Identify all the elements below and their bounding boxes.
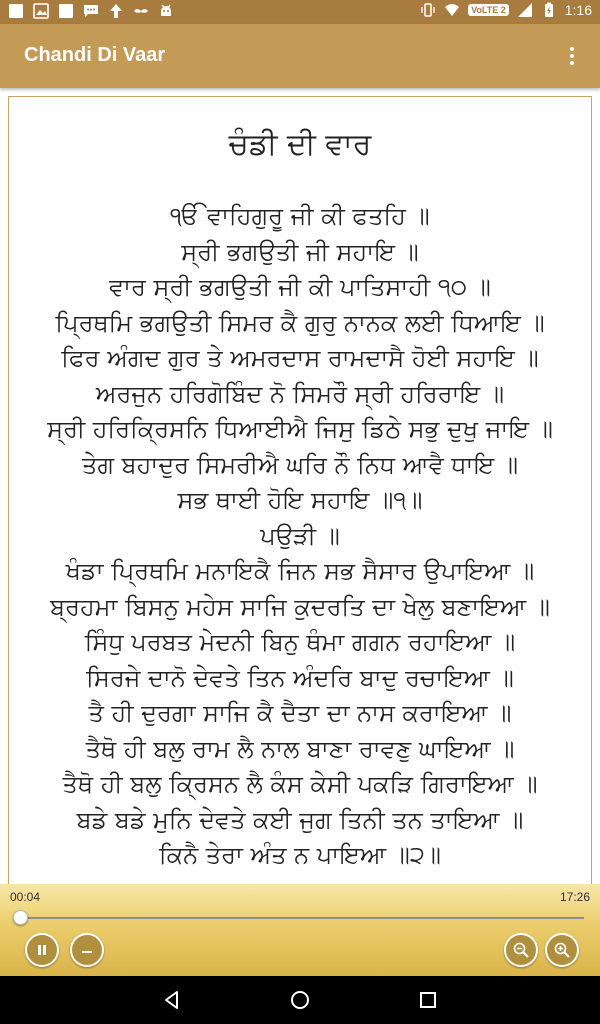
verse-line: ਤੈਥੋ ਹੀ ਬਲੁ ਕ੍ਰਿਸਨ ਲੈ ਕੰਸ ਕੇਸੀ ਪਕੜਿ ਗਿਰਾਇਆ ॥: [62, 770, 538, 798]
verse-line: ਬ੍ਰਹਮਾ ਬਿਸਨੁ ਮਹੇਸ ਸਾਜਿ ਕੁਦਰਤਿ ਦਾ ਖੇਲੁ ਬਣਾਇਆ ॥: [50, 592, 550, 621]
notification-square-icon: [8, 3, 24, 19]
verse-line: ਫਿਰ ਅੰਗਦ ਗੁਰ ਤੇ ਅਮਰਦਾਸ ਰਾਮਦਾਸੈ ਹੋਈ ਸਹਾਇ ॥: [61, 344, 539, 372]
recent-apps-button[interactable]: [416, 988, 440, 1012]
pause-button[interactable]: [25, 933, 59, 967]
more-vert-dot: [570, 54, 574, 58]
vibrate-icon: [420, 2, 436, 18]
overflow-menu-button[interactable]: [560, 44, 584, 68]
back-button[interactable]: [160, 988, 184, 1012]
verse-line: ਵਾਰ ਸ੍ਰੀ ਭਗਉਤੀ ਜੀ ਕੀ ਪਾਤਿਸਾਹੀ ੧੦ ॥: [109, 273, 491, 301]
image-notification-icon: [33, 3, 49, 19]
verse-line: ਖੰਡਾ ਪ੍ਰਿਥਮਿ ਮਨਾਇਕੈ ਜਿਨ ਸਭ ਸੈਸਾਰ ਉਪਾਇਆ ॥: [65, 557, 535, 585]
seek-bar[interactable]: [18, 917, 584, 919]
zoom-in-icon: [553, 941, 571, 959]
status-time: 1:16: [564, 2, 592, 18]
verse-line: ਸਿਰਜੇ ਦਾਨੋ ਦੇਵਤੇ ਤਿਨ ਅੰਦਰਿ ਬਾਦੁ ਰਚਾਇਆ ॥: [86, 663, 514, 692]
verse-line: ਤੇਗ ਬਹਾਦੁਰ ਸਿਮਰੀਐ ਘਰਿ ਨੌ ਨਿਧ ਆਵੈ ਧਾਇ ॥: [81, 450, 519, 479]
pause-icon: [34, 942, 50, 958]
current-time: 00:04: [10, 890, 41, 904]
notification-icons: [8, 3, 174, 19]
verse-line: ਪਉੜੀ ॥: [260, 521, 340, 550]
verse-line: ਪ੍ਰਿਥਮਿ ਭਗਉਤੀ ਸਿਮਰ ਕੈ ਗੁਰੁ ਨਾਨਕ ਲਈ ਧਿਆਇ ॥: [55, 308, 545, 337]
android-icon: [158, 3, 174, 19]
zoom-out-icon: [512, 941, 530, 959]
verse-line: ਕਿਨੈ ਤੇਰਾ ਅੰਤ ਨ ਪਾਇਆ ॥੨॥: [159, 841, 441, 869]
upload-icon: [108, 3, 124, 19]
signal-icon: [517, 2, 533, 18]
app-title: Chandi Di Vaar: [24, 44, 166, 66]
gurbani-content[interactable]: [8, 96, 592, 886]
zoom-out-button[interactable]: [504, 933, 538, 967]
system-nav-bar: [0, 976, 600, 1024]
verse-line: ਅਰਜੁਨ ਹਰਿਗੋਬਿੰਦ ਨੋ ਸਿਮਰੌ ਸ੍ਰੀ ਹਰਿਰਾਇ ॥: [95, 379, 505, 408]
zoom-in-button[interactable]: [545, 933, 579, 967]
verse-line: ਤੈ ਹੀ ਦੁਰਗਾ ਸਾਜਿ ਕੈ ਦੈਤਾ ਦਾ ਨਾਸ ਕਰਾਇਆ ॥: [88, 699, 512, 727]
wifi-icon: [444, 2, 460, 18]
battery-charging-icon: [541, 2, 557, 18]
more-vert-icon: [570, 47, 574, 51]
notification-square-icon-2: [58, 3, 74, 19]
verse-line: ਸ੍ਰੀ ਭਗਉਤੀ ਜੀ ਸਹਾਇ ॥: [181, 237, 419, 266]
verse-line: ਬਡੇ ਬਡੇ ਮੁਨਿ ਦੇਵਤੇ ਕਈ ਜੁਗ ਤਿਨੀ ਤਨ ਤਾਇਆ ॥: [76, 805, 524, 834]
message-icon: [83, 3, 99, 19]
mustache-icon: [133, 3, 149, 19]
seek-thumb[interactable]: [13, 910, 28, 925]
verse-line: ੴ ਵਾਹਿਗੁਰੂ ਜੀ ਕੀ ਫਤਹਿ ॥: [170, 202, 430, 230]
total-time: 17:26: [559, 890, 590, 904]
verse-line: ਸਿੰਧੁ ਪਰਬਤ ਮੇਦਨੀ ਬਿਨੁ ਥੰਮਾ ਗਗਨ ਰਹਾਇਆ ॥: [84, 628, 516, 656]
home-button[interactable]: [288, 988, 312, 1012]
page-title: ਚੰਡੀ ਦੀ ਵਾਰ: [228, 127, 372, 162]
verse-line: ਸਭ ਥਾਈ ਹੋਇ ਸਹਾਇ ॥੧॥: [177, 486, 423, 514]
verse-list: [9, 199, 591, 874]
status-bar: [0, 0, 600, 24]
verse-line: ਤੈਥੋ ਹੀ ਬਲੁ ਰਾਮ ਲੈ ਨਾਲ ਬਾਣਾ ਰਾਵਣੁ ਘਾਇਆ ॥: [85, 734, 515, 763]
audio-player: [0, 884, 600, 976]
stop-button[interactable]: [70, 933, 104, 967]
stop-icon: [79, 942, 95, 958]
volte-badge: VoLTE 2: [468, 4, 509, 16]
system-status: [420, 2, 592, 18]
verse-line: ਸ੍ਰੀ ਹਰਿਕ੍ਰਿਸਨਿ ਧਿਆਈਐ ਜਿਸੁ ਡਿਠੇ ਸਭੁ ਦੁਖੁ ਜਾਇ ॥: [47, 415, 553, 443]
more-vert-dot: [570, 61, 574, 65]
app-bar: [0, 24, 600, 88]
